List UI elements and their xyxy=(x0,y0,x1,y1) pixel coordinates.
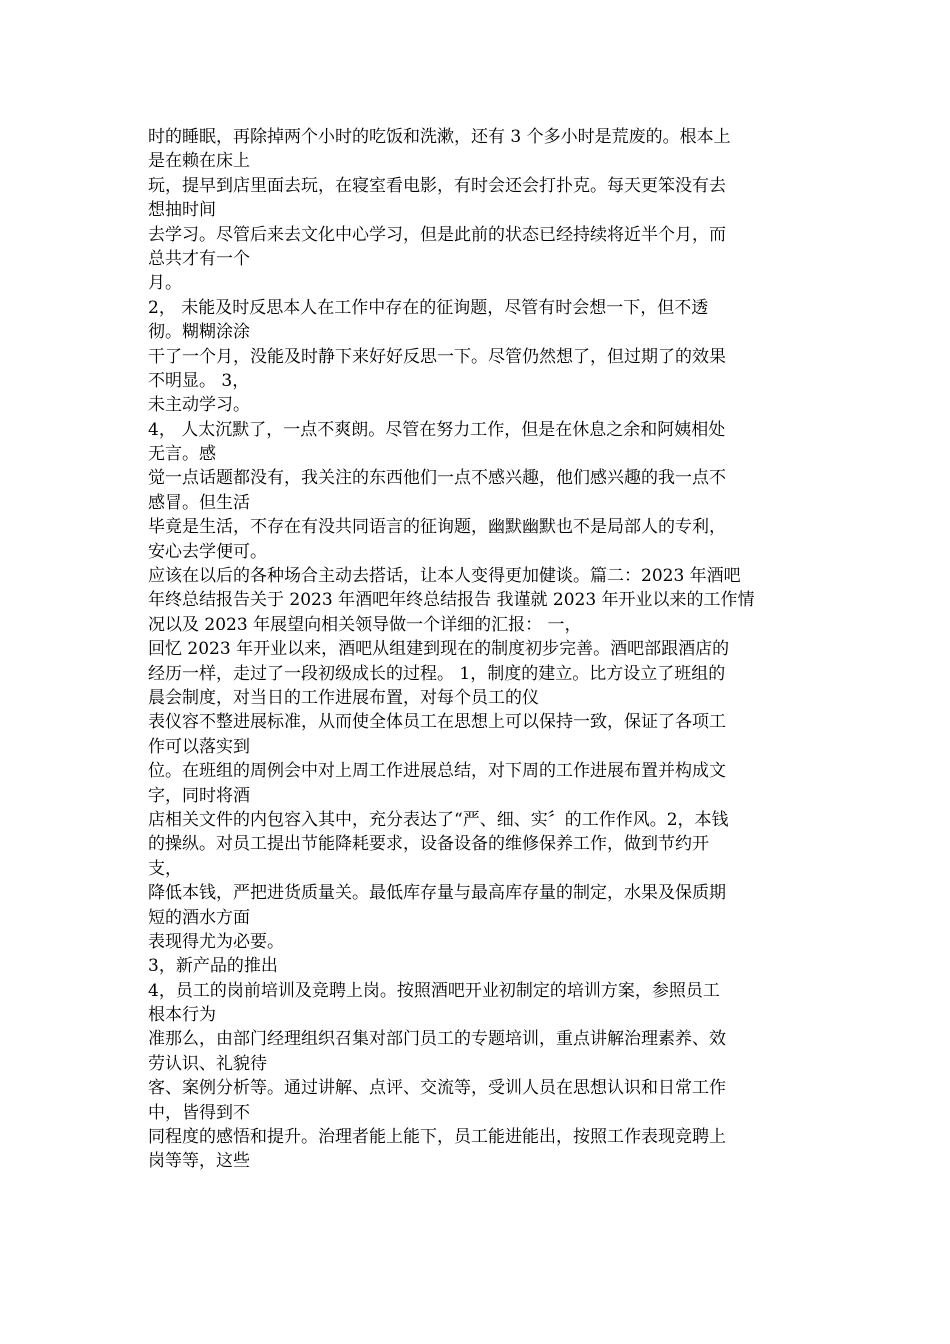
text-line: 岗等等，这些 xyxy=(148,1151,250,1172)
text-line: 毕竟是生活，不存在有没共同语言的征询题，幽默幽默也不是局部人的专利， xyxy=(148,517,726,538)
text-line: 况以及 2023 年展望向相关领导做一个详细的汇报： 一， xyxy=(148,614,582,635)
text-line: 想抽时间 xyxy=(148,200,216,221)
body-text xyxy=(148,125,808,1174)
text-line: 回忆 2023 年开业以来，酒吧从组建到现在的制度初步完善。酒吧部跟酒店的 xyxy=(148,639,730,660)
text-line: 安心去学便可。 xyxy=(148,541,267,562)
text-line: 应该在以后的各种场合主动去搭话，让本人变得更加健谈。篇二：2023 年酒吧 xyxy=(148,566,741,587)
text-line: 同程度的感悟和提升。治理者能上能下，员工能进能出，按照工作表现竞聘上 xyxy=(148,1127,726,1148)
text-line: 时的睡眠，再除掉两个小时的吃饭和洗漱，还有 3 个多小时是荒废的。根本上 xyxy=(148,127,731,147)
text-line: 玩，提早到店里面去玩，在寝室看电影，有时会还会打扑克。每天更笨没有去 xyxy=(148,175,726,196)
text-line: 无言。感 xyxy=(148,444,216,465)
text-line: 总共才有一个 xyxy=(148,248,250,269)
text-line: 4，员工的岗前培训及竞聘上岗。按照酒吧开业初制定的培训方案，参照员工 xyxy=(148,980,720,1001)
text-line: 晨会制度，对当日的工作进展布置，对每个员工的仪 xyxy=(148,687,539,708)
text-line: 位。在班组的周例会中对上周工作进展总结，对下周的工作进展布置并构成文 xyxy=(148,761,726,782)
text-line: 2， 未能及时反思本人在工作中存在的征询题，尽管有时会想一下，但不透 xyxy=(148,297,709,318)
text-line: 的操纵。对员工提出节能降耗要求，设备设备的维修保养工作，做到节约开 xyxy=(148,834,709,855)
text-line: 字，同时将酒 xyxy=(148,785,250,806)
text-line: 觉一点话题都没有，我关注的东西他们一点不感兴趣，他们感兴趣的我一点不 xyxy=(148,468,726,489)
text-line: 去学习。尽管后来去文化中心学习，但是此前的状态已经持续将近半个月，而 xyxy=(148,224,726,245)
text-line: 中，皆得到不 xyxy=(148,1102,250,1123)
text-line: 表仪容不整进展标准，从而使全体员工在思想上可以保持一致，保证了各项工 xyxy=(148,712,726,733)
text-line: 经历一样，走过了一段初级成长的过程。 1，制度的建立。比方设立了班组的 xyxy=(148,663,726,684)
text-line: 不明显。 3， xyxy=(148,370,250,391)
text-line: 是在赖在床上 xyxy=(148,151,250,172)
text-line: 干了一个月，没能及时静下来好好反思一下。尽管仍然想了，但过期了的效果 xyxy=(148,346,726,367)
text-line: 年终总结报告关于 2023 年酒吧年终总结报告 我谨就 2023 年开业以来的工作情 xyxy=(148,590,755,611)
text-line: 根本行为 xyxy=(148,1005,216,1026)
text-line: 3，新产品的推出 xyxy=(148,956,278,977)
text-line: 作可以落实到 xyxy=(148,736,250,757)
text-line: 4， 人太沉默了，一点不爽朗。尽管在努力工作，但是在休息之余和阿姨相处 xyxy=(148,419,726,440)
text-line: 表现得尤为必要。 xyxy=(148,931,284,952)
text-line: 未主动学习。 xyxy=(148,395,250,416)
text-line: 客、案例分析等。通过讲解、点评、交流等，受训人员在思想认识和日常工作 xyxy=(148,1078,726,1099)
text-line: 准那么，由部门经理组织召集对部门员工的专题培训，重点讲解治理素养、效 xyxy=(148,1029,726,1050)
text-line: 彻。糊糊涂涂 xyxy=(148,322,250,343)
text-line: 劳认识、礼貌待 xyxy=(148,1053,267,1074)
text-line: 短的酒水方面 xyxy=(148,907,250,928)
text-line: 感冒。但生活 xyxy=(148,492,250,513)
text-line: 店相关文件的内包容入其中，充分表达了“严、细、实〞的工作作风。2，本钱 xyxy=(148,809,729,830)
text-line: 支， xyxy=(148,858,182,879)
text-line: 月。 xyxy=(148,273,182,294)
text-line: 降低本钱，严把进货质量关。最低库存量与最高库存量的制定，水果及保质期 xyxy=(148,883,726,904)
